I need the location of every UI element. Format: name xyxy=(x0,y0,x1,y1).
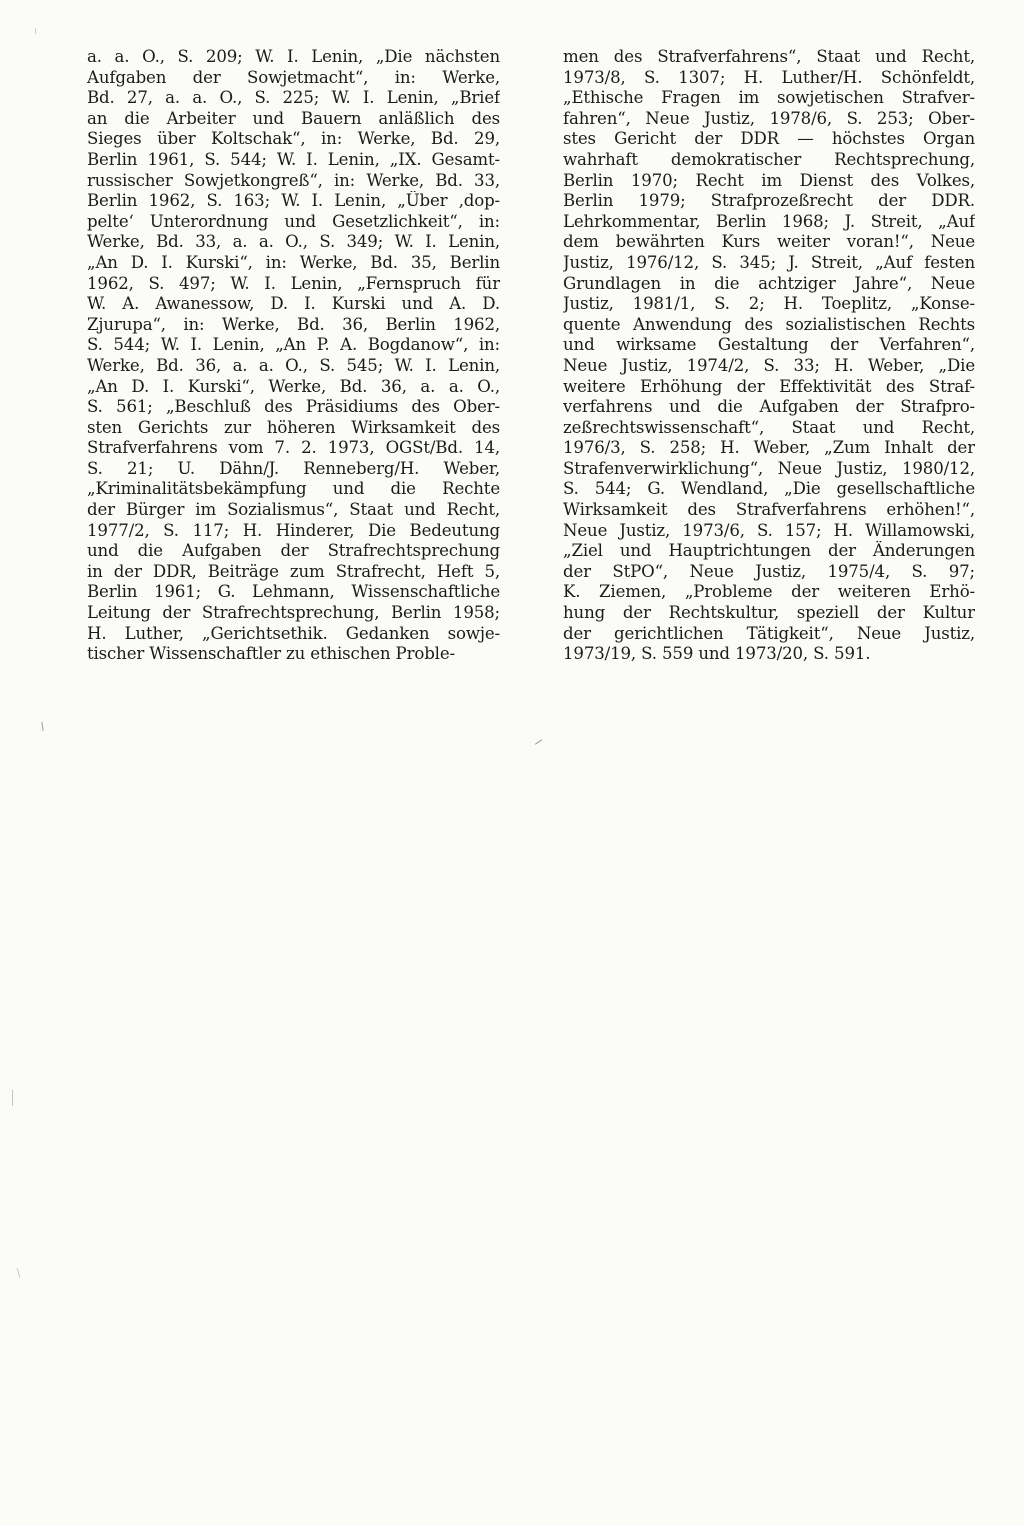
text-line: S. 561; „Beschluß des Präsidiums des Ober- xyxy=(87,397,500,417)
text-line: a. a. O., S. 209; W. I. Lenin, „Die nächsten xyxy=(87,47,500,66)
text-line: russischer Sowjetkongreß“, in: Werke, Bd. 33, xyxy=(87,170,500,190)
text-line: K. Ziemen, „Probleme der weiteren Erhö- xyxy=(563,582,975,602)
text-line: Aufgaben der Sowjetmacht“, in: Werke, xyxy=(87,67,500,87)
text-line: wahrhaft demokratischer Rechtsprechung, xyxy=(563,149,975,169)
text-line: 1973/8, S. 1307; H. Luther/H. Schönfeldt, xyxy=(563,67,975,87)
scan-speck xyxy=(535,739,542,744)
text-line: der Bürger im Sozialismus“, Staat und Recht, xyxy=(87,500,500,520)
text-line: „Ethische Fragen im sowjetischen Strafver- xyxy=(563,88,975,108)
scan-speck xyxy=(35,28,36,34)
text-line: in der DDR, Beiträge zum Strafrecht, Heft 5, xyxy=(87,561,500,581)
text-line: 1977/2, S. 117; H. Hinderer, Die Bedeutung xyxy=(87,520,500,540)
text-line: stes Gericht der DDR — höchstes Organ xyxy=(563,129,975,149)
text-line: Berlin 1979; Strafprozeßrecht der DDR. xyxy=(563,191,975,211)
text-line: W. A. Awanessow, D. I. Kurski und A. D. xyxy=(87,294,500,314)
text-line: „Kriminalitätsbekämpfung und die Rechte xyxy=(87,479,500,499)
text-line: Strafenverwirklichung“, Neue Justiz, 1980/12, xyxy=(563,458,975,478)
text-line: an die Arbeiter und Bauern anläßlich des xyxy=(87,108,500,128)
scan-speck xyxy=(41,722,43,731)
text-line: „An D. I. Kurski“, in: Werke, Bd. 35, Berlin xyxy=(87,252,500,272)
text-line: Bd. 27, a. a. O., S. 225; W. I. Lenin, „Brief xyxy=(87,88,500,108)
text-line: Leitung der Strafrechtsprechung, Berlin 1958; xyxy=(87,603,500,623)
text-line: 1973/19, S. 559 und 1973/20, S. 591. xyxy=(563,644,871,664)
text-line: Berlin 1961, S. 544; W. I. Lenin, „IX. Gesamt- xyxy=(87,149,500,169)
text-line: Sieges über Koltschak“, in: Werke, Bd. 29, xyxy=(87,129,500,149)
text-line: „Ziel und Hauptrichtungen der Änderungen xyxy=(563,541,975,561)
text-line: tischer Wissenschaftler zu ethischen Proble- xyxy=(87,644,455,664)
text-line: Werke, Bd. 36, a. a. O., S. 545; W. I. Lenin, xyxy=(87,355,500,375)
text-line: Wirksamkeit des Strafverfahrens erhöhen!“, xyxy=(563,500,975,520)
text-line: weitere Erhöhung der Effektivität des Straf- xyxy=(563,376,975,396)
text-line: S. 21; U. Dähn/J. Renneberg/H. Weber, xyxy=(87,458,500,478)
text-line: Berlin 1962, S. 163; W. I. Lenin, „Über ‚dop- xyxy=(87,191,500,211)
text-line: dem bewährten Kurs weiter voran!“, Neue xyxy=(563,232,975,252)
text-line: hung der Rechtskultur, speziell der Kultur xyxy=(563,603,975,623)
text-line: Berlin 1970; Recht im Dienst des Volkes, xyxy=(563,170,975,190)
scan-speck xyxy=(12,1090,13,1106)
text-line: Werke, Bd. 33, a. a. O., S. 349; W. I. Lenin, xyxy=(87,232,500,252)
text-line: 1962, S. 497; W. I. Lenin, „Fernspruch für xyxy=(87,273,500,293)
text-line: sten Gerichts zur höheren Wirksamkeit des xyxy=(87,417,500,437)
text-line: Strafverfahrens vom 7. 2. 1973, OGSt/Bd. 14, xyxy=(87,438,500,458)
text-line: „An D. I. Kurski“, Werke, Bd. 36, a. a. O., xyxy=(87,376,500,396)
text-line: und die Aufgaben der Strafrechtsprechung xyxy=(87,541,500,561)
text-line: Zjurupa“, in: Werke, Bd. 36, Berlin 1962, xyxy=(87,314,500,334)
text-line: verfahrens und die Aufgaben der Strafpro- xyxy=(563,397,975,417)
text-line: Neue Justiz, 1973/6, S. 157; H. Willamowski, xyxy=(563,520,975,540)
text-line: H. Luther, „Gerichtsethik. Gedanken sowje- xyxy=(87,623,500,643)
text-line: Grundlagen in die achtziger Jahre“, Neue xyxy=(563,273,975,293)
text-line: pelte‘ Unterordnung und Gesetzlichkeit“, in: xyxy=(87,211,500,231)
text-line: Justiz, 1976/12, S. 345; J. Streit, „Auf festen xyxy=(563,252,975,272)
text-line: der StPO“, Neue Justiz, 1975/4, S. 97; xyxy=(563,561,975,581)
text-line: Berlin 1961; G. Lehmann, Wissenschaftliche xyxy=(87,582,500,602)
text-line: 1976/3, S. 258; H. Weber, „Zum Inhalt der xyxy=(563,438,975,458)
scan-speck xyxy=(17,1268,21,1278)
text-line: Neue Justiz, 1974/2, S. 33; H. Weber, „Die xyxy=(563,355,975,375)
text-line: Justiz, 1981/1, S. 2; H. Toeplitz, „Konse- xyxy=(563,294,975,314)
text-line: der gerichtlichen Tätigkeit“, Neue Justiz, xyxy=(563,623,975,643)
text-line: Lehrkommentar, Berlin 1968; J. Streit, „Auf xyxy=(563,211,975,231)
text-line: quente Anwendung des sozialistischen Rechts xyxy=(563,314,975,334)
text-line: men des Strafverfahrens“, Staat und Recht, xyxy=(563,47,975,66)
right-column xyxy=(563,47,975,665)
text-line: S. 544; W. I. Lenin, „An P. A. Bogdanow“, in: xyxy=(87,335,500,355)
text-line: S. 544; G. Wendland, „Die gesellschaftliche xyxy=(563,479,975,499)
text-line: zeßrechtswissenschaft“, Staat und Recht, xyxy=(563,417,975,437)
left-column xyxy=(87,47,500,665)
text-line: und wirksame Gestaltung der Verfahren“, xyxy=(563,335,975,355)
text-line: fahren“, Neue Justiz, 1978/6, S. 253; Ober- xyxy=(563,108,975,128)
